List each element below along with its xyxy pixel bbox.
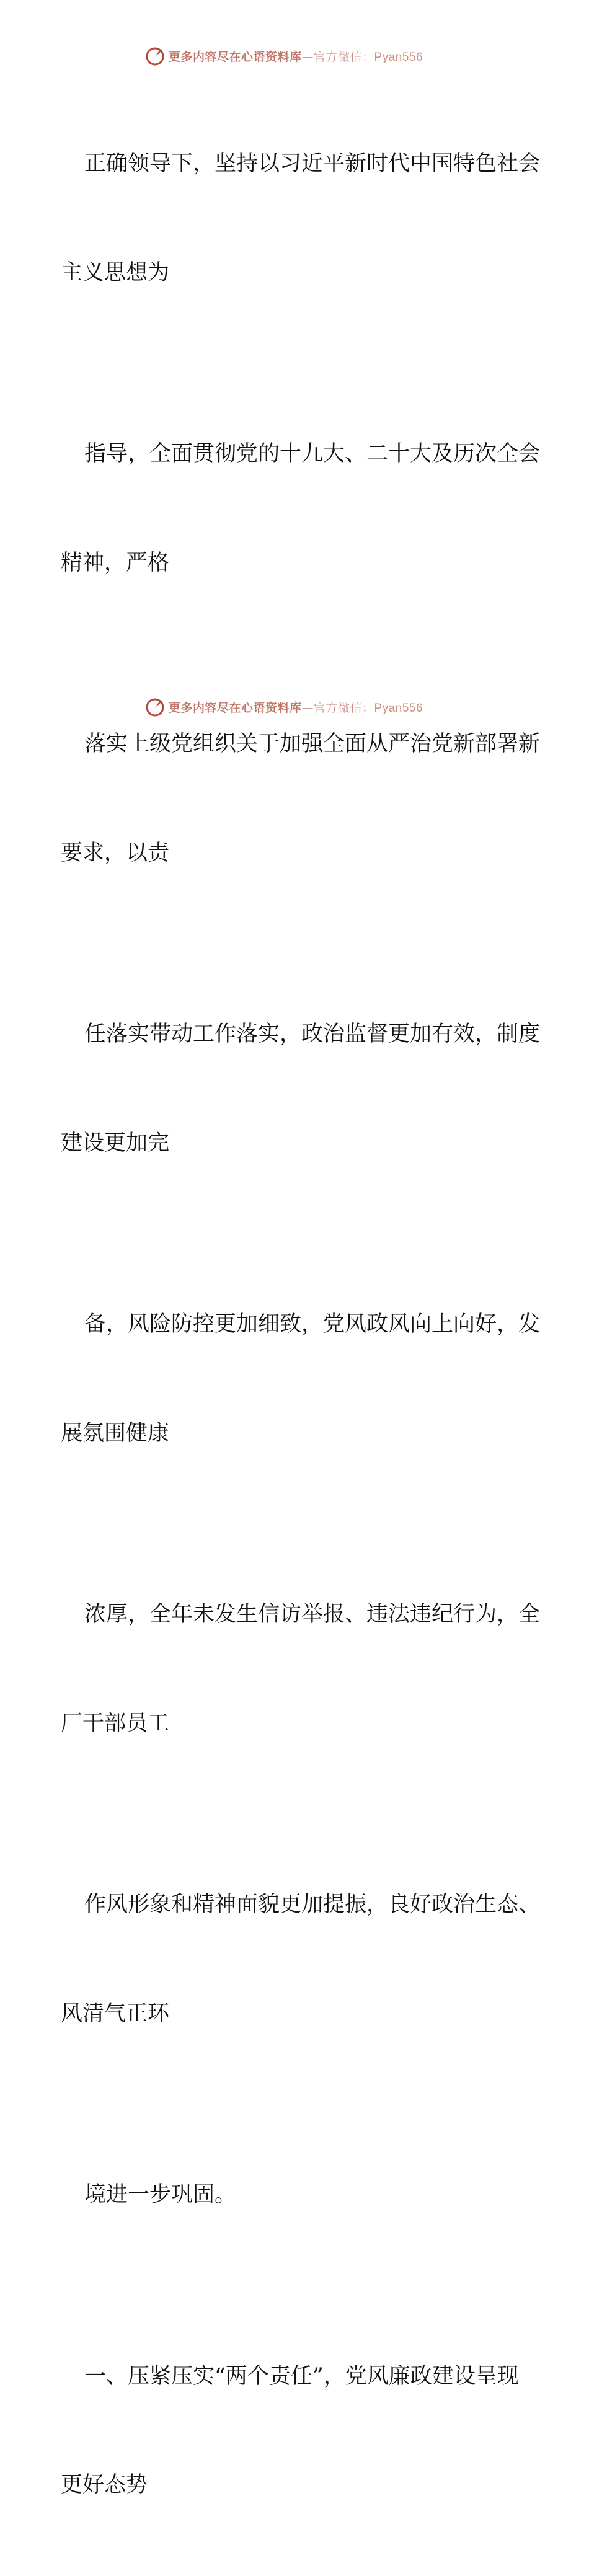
section-heading bbox=[0, 2286, 538, 2576]
paragraph-continuation: 展氛围健康 bbox=[61, 1420, 170, 1446]
header-banner-text bbox=[169, 48, 423, 64]
paragraph-continuation: 主义思想为 bbox=[61, 260, 170, 285]
paragraph-first-line: 作风形象和精神面貌更加提振，良好政治生态、 bbox=[84, 1892, 541, 1917]
paragraph bbox=[0, 1524, 541, 1814]
footer-banner-text bbox=[169, 699, 423, 715]
banner-wechat-id: Pyan556 bbox=[374, 50, 423, 64]
paragraph bbox=[0, 1814, 541, 2104]
paragraph bbox=[0, 1234, 541, 1524]
paragraph-continuation: 精神，严格 bbox=[61, 550, 170, 575]
paragraph-first-line: 指导，全面贯彻党的十九大、二十大及历次全会 bbox=[84, 441, 541, 466]
paragraph bbox=[0, 944, 541, 1234]
paragraph-first-line: 境进一步巩固。 bbox=[84, 2182, 237, 2207]
banner-separator: — bbox=[301, 50, 314, 64]
paragraph-continuation: 厂干部员工 bbox=[61, 1711, 170, 1736]
paragraph-continuation: 风清气正环 bbox=[61, 2001, 170, 2026]
paragraph bbox=[0, 2104, 538, 2286]
paragraph-first-line: 浓厚，全年未发生信访举报、违法违纪行为，全 bbox=[84, 1602, 541, 1627]
banner-wechat-label: 官方微信： bbox=[314, 701, 374, 715]
quill-logo-icon bbox=[145, 696, 166, 717]
banner-main-text: 更多内容尽在心语资料库 bbox=[169, 50, 302, 64]
header-watermark-banner bbox=[145, 45, 443, 67]
banner-main-text: 更多内容尽在心语资料库 bbox=[169, 701, 302, 715]
paragraph bbox=[0, 363, 541, 653]
footer-watermark-banner bbox=[145, 696, 443, 718]
paragraph-first-line: 任落实带动工作落实，政治监督更加有效，制度 bbox=[84, 1022, 541, 1047]
banner-wechat-label: 官方微信： bbox=[314, 50, 374, 64]
paragraph-continuation: 建设更加完 bbox=[61, 1130, 170, 1156]
quill-logo-icon bbox=[145, 45, 166, 66]
paragraph-first-line: 备，风险防控更加细致，党风政风向上向好，发 bbox=[84, 1312, 541, 1337]
paragraph-first-line: 落实上级党组织关于加强全面从严治党新部署新 bbox=[84, 732, 541, 756]
banner-wechat-id: Pyan556 bbox=[374, 701, 423, 715]
paragraph-first-line: 正确领导下，坚持以习近平新时代中国特色社会 bbox=[84, 151, 541, 176]
paragraph-continuation: 要求，以责 bbox=[61, 840, 170, 865]
paragraph-continuation: 更好态势 bbox=[61, 2472, 148, 2497]
banner-separator: — bbox=[301, 701, 314, 715]
document-body bbox=[0, 73, 589, 2576]
paragraph bbox=[0, 73, 541, 363]
paragraph-first-line: 一、压紧压实“两个责任”，党风廉政建设呈现 bbox=[84, 2363, 519, 2389]
